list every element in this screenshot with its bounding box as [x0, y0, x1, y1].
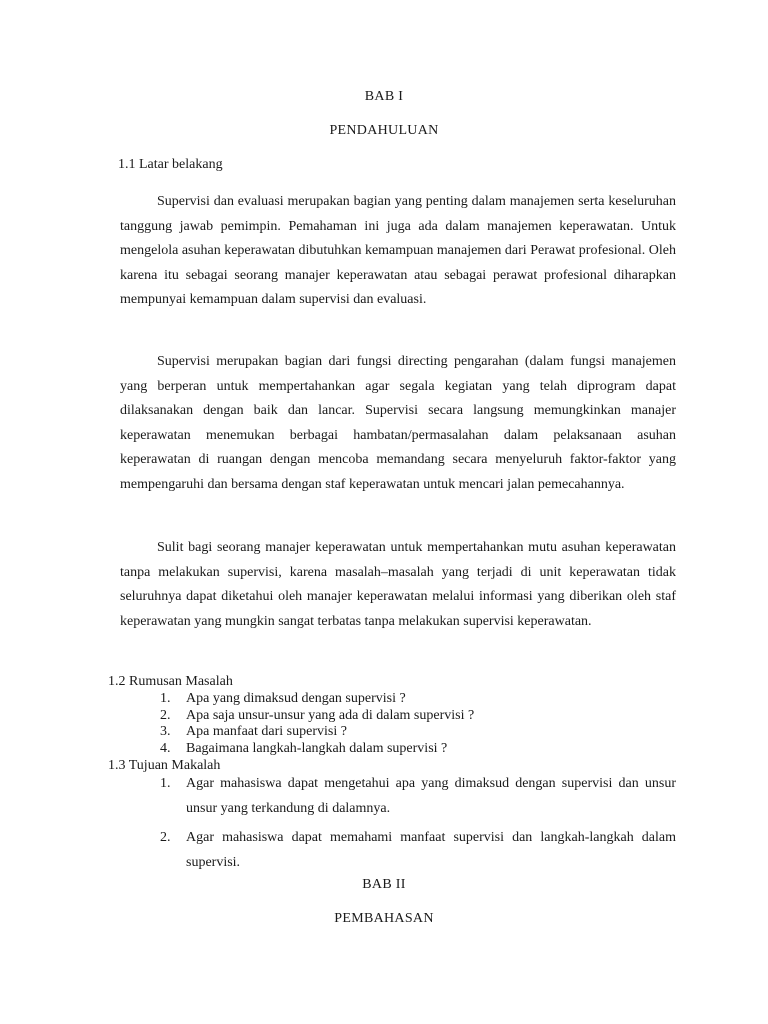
section-heading-latar: 1.1 Latar belakang — [118, 157, 223, 172]
list-item: 1. Agar mahasiswa dapat mengetahui apa yang dimaksud dengan supervisi dan unsur unsur yang terkandung di dalamnya. — [160, 776, 676, 816]
chapter-label: BAB I — [364, 89, 404, 104]
paragraph-2: Supervisi merupakan bagian dari fungsi directing pengarahan (dalam fungsi manajemen yang berperan untuk mempertahankan agar segala kegiatan yang telah diprogram dapat dilaksanakan dengan baik dan lancar. Supervisi secara langsung memungkinkan manajer keperawatan menemukan berbagai hambatan/permasalahan dalam pelaksanaan asuhan keperawatan di ruangan dengan mencoba memandang secara menyeluruh faktor-faktor yang mempengaruhi dan bersama dengan staf keperawatan untuk mencari jalan pemecahannya. — [120, 354, 676, 492]
list-item: 4. Bagaimana langkah-langkah dalam supervisi ? — [160, 740, 448, 756]
chapter-label-2: BAB II — [362, 877, 406, 892]
section-heading-tujuan: 1.3 Tujuan Makalah — [108, 758, 221, 773]
list-item: 2. Agar mahasiswa dapat memahami manfaat supervisi dan langkah-langkah dalam supervisi. — [160, 830, 676, 870]
paragraph-1: Supervisi dan evaluasi merupakan bagian yang penting dalam manajemen serta keseluruhan tanggung jawab pemimpin. Pemahaman ini juga ada dalam manajemen keperawatan. Untuk mengelola asuhan keperawatan dibutuhkan kemampuan manajemen dari Perawat profesional. Oleh karena itu sebagai seorang manajer keperawatan atau sebagai perawat profesional diharapkan mempunyai kemampuan dalam supervisi dan evaluasi. — [120, 194, 676, 307]
list-item: 3. Apa manfaat dari supervisi ? — [160, 724, 347, 739]
chapter-title-2: PEMBAHASAN — [334, 911, 434, 926]
chapter-title: PENDAHULUAN — [329, 123, 439, 138]
rumusan-list — [160, 691, 474, 757]
list-item: 1. Apa yang dimaksud dengan supervisi ? — [160, 691, 406, 706]
list-item: 2. Apa saja unsur-unsur yang ada di dalam supervisi ? — [160, 707, 475, 723]
tujuan-list — [160, 772, 676, 880]
paragraph-3: Sulit bagi seorang manajer keperawatan untuk mempertahankan mutu asuhan keperawatan tanpa melakukan supervisi, karena masalah–masalah yang terjadi di unit keperawatan tidak seluruhnya dapat diketahui oleh manajer keperawatan melalui informasi yang diberikan oleh staf keperawatan yang mungkin sangat terbatas tanpa melakukan supervisi keperawatan. — [120, 540, 676, 629]
section-heading-rumusan: 1.2 Rumusan Masalah — [108, 674, 233, 689]
